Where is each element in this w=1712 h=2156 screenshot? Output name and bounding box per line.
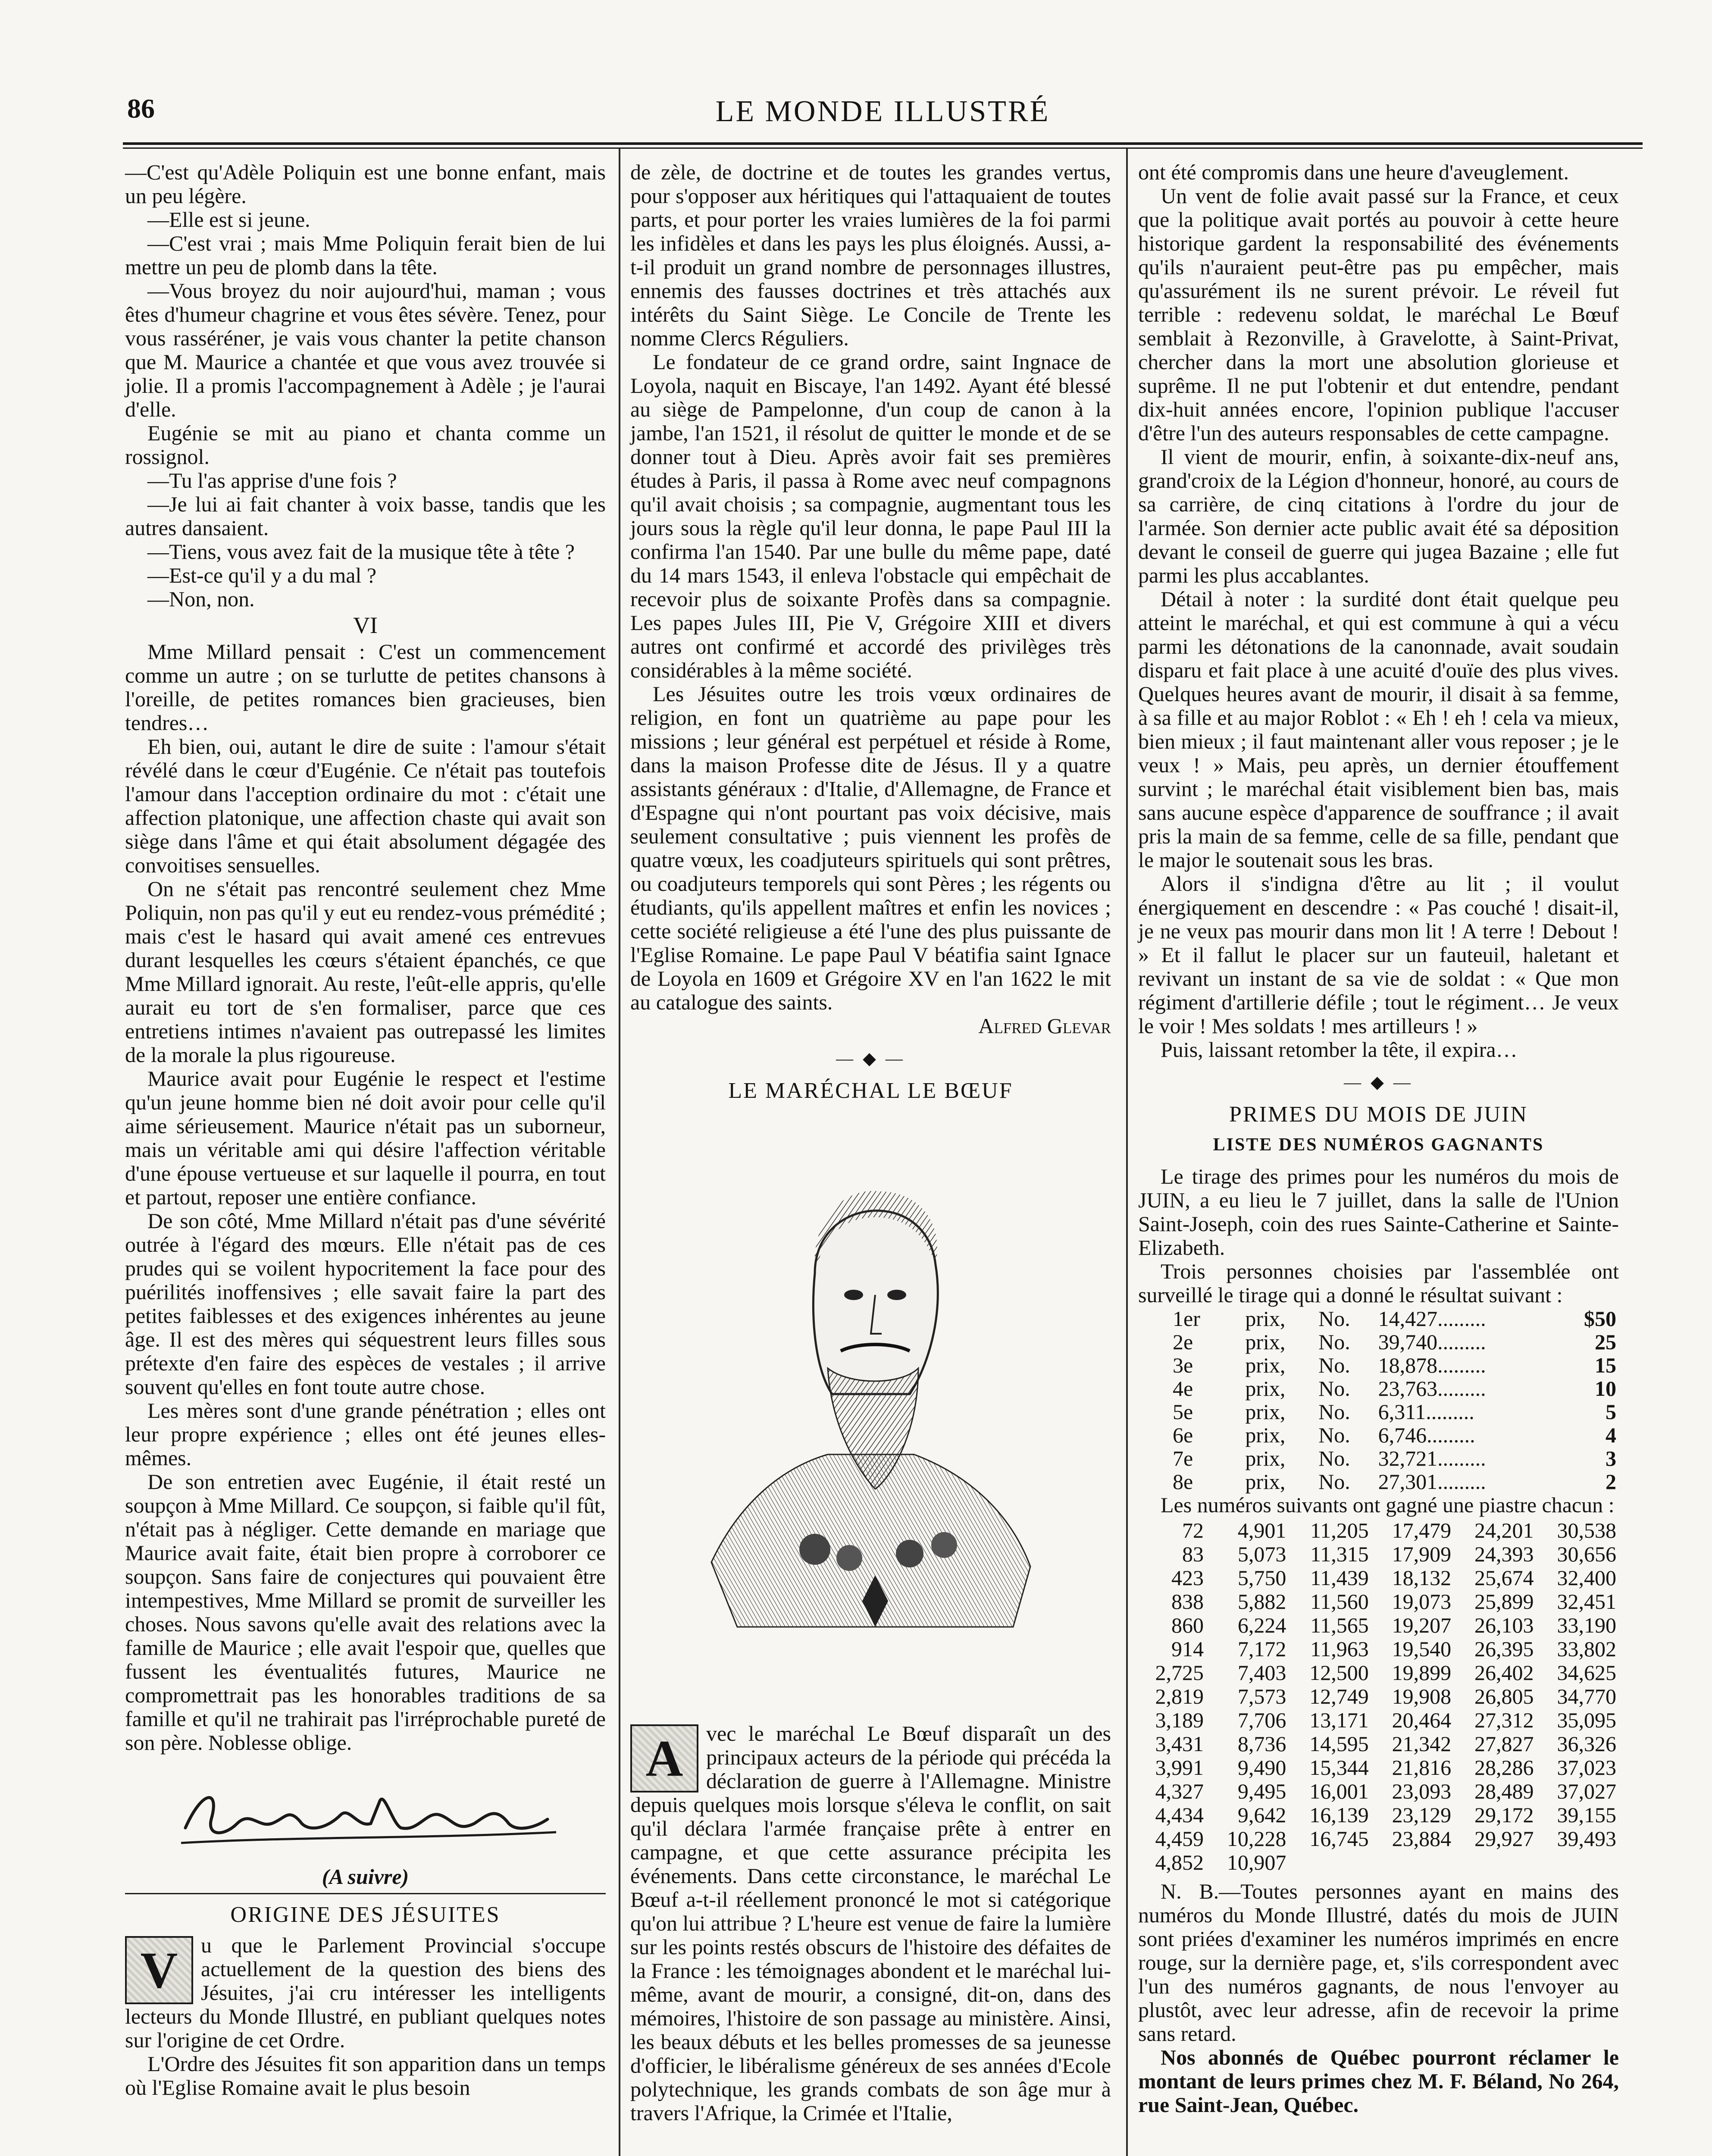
journal-title: LE MONDE ILLUSTRÉ — [715, 95, 1050, 128]
numbers-row — [1138, 1851, 1619, 1874]
numbers-row — [1138, 1780, 1619, 1803]
winning-number: 10,907 — [1227, 1850, 1286, 1874]
paragraph: Les mères sont d'une grande pénétration ; elles ont leur propre expérience ; elles ont été jeunes elles-mêmes. — [125, 1398, 606, 1470]
paragraph: —Tiens, vous avez fait de la musique tête à tête ? — [147, 539, 575, 564]
winning-number: 25,899 — [1474, 1589, 1534, 1614]
numbers-row — [1138, 1542, 1619, 1566]
winning-number: 21,342 — [1392, 1732, 1452, 1756]
paragraph: Les numéros suivants ont gagné une piastre chacun : — [1161, 1493, 1615, 1517]
winning-number: 72 — [1182, 1518, 1204, 1542]
paragraph: Maurice avait pour Eugénie le respect et l'estime qu'un jeune homme bien né doit avoir pour celle qu'il aime sérieusement. Maurice n'était pas un suborneur, mais un véritable ami qui désire l'affection véritable d'une épouse vertueuse et sur laquelle il pourra, en tout et partout, reposer une entière confiance. — [125, 1066, 606, 1209]
paragraph: Le fondateur de ce grand ordre, saint Ingnace de Loyola, naquit en Biscaye, l'an 1492. Ayant été blessé au siège de Pampelonne, d'un coup de canon à la jambe, l'an 1521, il résolut de quitter le monde et de se donner tout à Dieu. Après avoir fait ses premières études à Paris, il passa à Rome avec neuf compagnons qu'il avait choisis ; sa compagnie, augmentant tous les jours sous la règle qu'il leur donna, le pape Paul III la confirma l'an 1540. Par une bulle du même pape, daté du 14 mars 1543, il enleva l'obstacle qui empêchait de recevoir plus de soixante Profès dans sa compagnie. Les papes Jules III, Pie V, Grégoire XIII et divers autres ont confirmé et accordé des privilèges très considérables à la même société. — [630, 350, 1111, 682]
winning-number: 23,884 — [1392, 1827, 1452, 1851]
winning-number: 21,816 — [1392, 1755, 1452, 1780]
winning-number: 9,490 — [1237, 1755, 1286, 1780]
signature-drawing — [125, 1763, 606, 1862]
winning-number: 13,171 — [1309, 1708, 1369, 1732]
winning-number: 4,459 — [1155, 1827, 1204, 1851]
winning-number: 19,899 — [1392, 1661, 1452, 1685]
paragraph: Il vient de mourir, enfin, à soixante-dix-neuf ans, grand'croix de la Légion d'honneur, honoré, au cours de sa carrière, de cinq citations à l'ordre du jour de l'armée. Son dernier acte public avait été sa déposition devant le conseil de guerre qui jugea Bazaine ; elle fut parmi les plus accablantes. — [1138, 445, 1619, 587]
winning-number: 5,882 — [1237, 1589, 1286, 1614]
paragraph: —Est-ce qu'il y a du mal ? — [147, 563, 377, 587]
paragraph: Eugénie se mit au piano et chanta comme un rossignol. — [125, 421, 606, 469]
winning-number: 30,538 — [1557, 1518, 1616, 1542]
winning-number: 16,139 — [1309, 1803, 1369, 1827]
page-number: 86 — [127, 93, 155, 124]
winning-number: 3,189 — [1155, 1708, 1204, 1732]
numbers-row — [1138, 1756, 1619, 1780]
prize-no: No. — [1318, 1307, 1350, 1331]
winning-number: 914 — [1171, 1637, 1204, 1661]
paragraph: —Non, non. — [147, 587, 255, 611]
paragraph: Les Jésuites outre les trois vœux ordinaires de religion, en font un quatrième au pape pour les missions ; leur général est perpétuel et réside à Rome, dans la maison Professe dite de Jésus. Il y a quatre assistants généraux : d'Italie, d'Allemagne, de France et d'Espagne qui n'ont pourtant pas voix décisive, mais seulement consultative ; puis viennent les profès de quatre vœux, les coadjuteurs spirituels qui sont prêtres, ou coadjuteurs temporels qui sont Pères ; les régents ou étudiants, qu'ils appellent maîtres et enfin les novices ; cette société religieuse a été l'une des plus puissante de l'Eglise Romaine. Le pape Paul V béatifia saint Ignace de Loyola en 1609 et Grégoire XV en l'an 1622 le mit au catalogue des saints. — [630, 682, 1111, 1014]
prize-word: prix, — [1245, 1400, 1286, 1424]
winning-number: 11,315 — [1310, 1542, 1369, 1566]
paragraph: vec le maréchal Le Bœuf disparaît un des principaux acteurs de la période qui précéda la déclaration de guerre à l'Allemagne. Ministre depuis quelques mois lorsque s'éleva le conflit, on sait qu'il déclara l'armée française prête à entrer en campagne, et que cette assurance précipita les événements. Dans cette circonstance, le maréchal Le Bœuf a-t-il réellement prononcé le mot si catégorique qu'on lui attribue ? L'heure est venue de faire la lumière sur les points restés obscurs de l'histoire des défaites de la France : les témoignages abondent et le maréchal lui-même, avant de mourir, a consigné, dit-on, dans des mémoires, l'histoire de son passage au ministère. Ainsi, les beaux débuts et les belles promesses de sa jeunesse d'officier, le libéralisme généreux de ses années d'Ecole polytechnique, les grands combats de son âge mur à travers l'Afrique, la Crimée et l'Italie, — [630, 1721, 1111, 2125]
winning-number: 15,344 — [1309, 1755, 1369, 1780]
winning-number: 19,540 — [1392, 1637, 1452, 1661]
prize-no: No. — [1318, 1376, 1350, 1401]
winning-number: 19,073 — [1392, 1589, 1452, 1614]
winning-number: 11,560 — [1310, 1589, 1369, 1614]
winning-number: 6,224 — [1237, 1613, 1286, 1637]
prize-number: 6,746......... — [1378, 1423, 1475, 1447]
paragraph: L'Ordre des Jésuites fit son apparition dans un temps où l'Eglise Romaine avait le plus besoin — [125, 2052, 606, 2100]
winning-number: 9,642 — [1237, 1803, 1286, 1827]
column-1 — [125, 160, 606, 2100]
winning-number: 7,172 — [1237, 1637, 1286, 1661]
winning-number: 2,725 — [1155, 1661, 1204, 1685]
numbers-row — [1138, 1519, 1619, 1542]
winning-number: 35,095 — [1557, 1708, 1616, 1732]
column-divider-2 — [1126, 149, 1128, 2156]
winning-number: 33,190 — [1557, 1613, 1616, 1637]
paragraph: u que le Parlement Provincial s'occupe actuellement de la question des biens des Jésuites, j'ai cru intéresser les intelligents lecteurs du Monde Illustré, en publiant quelques notes sur l'origine de cet Ordre. — [125, 1933, 606, 2052]
winning-number: 39,155 — [1557, 1803, 1616, 1827]
prize-no: No. — [1318, 1446, 1350, 1470]
winning-number: 3,431 — [1155, 1732, 1204, 1756]
winning-number: 11,565 — [1310, 1613, 1369, 1637]
winning-number: 860 — [1171, 1613, 1204, 1637]
winning-number: 28,286 — [1474, 1755, 1534, 1780]
winning-number — [1537, 1851, 1619, 1874]
prize-amount: 10 — [1595, 1376, 1616, 1401]
paragraph: Puis, laissant retomber la tête, il expira… — [1161, 1037, 1518, 1062]
winning-number — [1454, 1851, 1536, 1874]
winning-number: 4,852 — [1155, 1850, 1204, 1874]
prize-row — [1138, 1377, 1619, 1400]
paragraph: N. B.—Toutes personnes ayant en mains des numéros du Monde Illustré, datés du mois de JUIN sont priées d'examiner les numéros imprimés en encre rouge, sur la dernière page, et, s'ils correspondent avec l'un des numéros gagnants, de nous l'envoyer au plustôt, avec leur adresse, afin de recevoir la prime sans retard. — [1138, 1879, 1619, 2046]
prize-no: No. — [1318, 1400, 1350, 1424]
winning-number: 23,129 — [1392, 1803, 1452, 1827]
winning-number: 83 — [1182, 1542, 1204, 1566]
winning-number: 4,327 — [1155, 1779, 1204, 1803]
numbers-row — [1138, 1708, 1619, 1732]
prize-row — [1138, 1330, 1619, 1354]
winning-number: 11,439 — [1310, 1566, 1369, 1590]
winning-number: 18,132 — [1392, 1566, 1452, 1590]
section-rule — [125, 1893, 606, 1894]
prize-amount: 5 — [1606, 1400, 1616, 1424]
winning-number: 23,093 — [1392, 1779, 1452, 1803]
separator-ornament: — ◆ — — [1344, 1072, 1413, 1092]
column-divider-1 — [619, 149, 620, 2156]
winning-number: 34,625 — [1557, 1661, 1616, 1685]
numbers-row — [1138, 1732, 1619, 1756]
chapter-number: VI — [353, 612, 378, 638]
header-rule — [123, 142, 1643, 145]
winning-number: 32,400 — [1557, 1566, 1616, 1590]
section-title-primes: PRIMES DU MOIS DE JUIN — [1229, 1102, 1528, 1127]
winning-number: 37,023 — [1557, 1755, 1616, 1780]
prize-number: 14,427......... — [1378, 1307, 1486, 1331]
winning-number: 16,001 — [1309, 1779, 1369, 1803]
paragraph: Nos abonnés de Québec pourront réclamer le montant de leurs primes chez M. F. Béland, No 264, rue Saint-Jean, Québec. — [1138, 2045, 1619, 2117]
winning-number: 27,312 — [1474, 1708, 1534, 1732]
numbers-row — [1138, 1803, 1619, 1827]
winning-number: 29,927 — [1474, 1827, 1534, 1851]
winning-number: 32,451 — [1557, 1589, 1616, 1614]
prize-number: 39,740......... — [1378, 1330, 1486, 1354]
prize-rank: 1er — [1173, 1307, 1200, 1331]
dropcap-a: A — [630, 1724, 698, 1792]
prize-amount: 15 — [1595, 1353, 1616, 1377]
winning-number: 19,207 — [1392, 1613, 1452, 1637]
prize-word: prix, — [1245, 1330, 1286, 1354]
winning-number: 7,706 — [1237, 1708, 1286, 1732]
winning-number: 34,770 — [1557, 1684, 1616, 1708]
prize-word: prix, — [1245, 1423, 1286, 1447]
prize-rank: 7e — [1173, 1446, 1193, 1470]
winning-number: 20,464 — [1392, 1708, 1452, 1732]
paragraph: Eh bien, oui, autant le dire de suite : l'amour s'était révélé dans le cœur d'Eugénie. Ce n'était pas toutefois l'amour dans l'acception ordinaire du mot : c'était une affection platonique, une affection chaste qui avait son siège dans l'âme et qui était absolument dégagée des convoitises sensuelles. — [125, 734, 606, 877]
winning-number: 33,802 — [1557, 1637, 1616, 1661]
numbers-row — [1138, 1637, 1619, 1661]
paragraph: —Tu l'as apprise d'une fois ? — [147, 468, 397, 492]
winning-number: 11,963 — [1310, 1637, 1369, 1661]
numbers-row — [1138, 1566, 1619, 1590]
to-be-continued: (A suivre) — [322, 1865, 409, 1889]
prize-word: prix, — [1245, 1307, 1286, 1331]
prize-number: 18,878......... — [1378, 1353, 1486, 1377]
winning-number: 10,228 — [1227, 1827, 1286, 1851]
prize-amount: 4 — [1606, 1423, 1616, 1447]
prize-rank: 8e — [1173, 1470, 1193, 1494]
winning-number: 24,393 — [1474, 1542, 1534, 1566]
section-subtitle-primes: LISTE DES NUMÉROS GAGNANTS — [1213, 1135, 1544, 1155]
winning-number: 17,909 — [1392, 1542, 1452, 1566]
winning-number: 24,201 — [1474, 1518, 1534, 1542]
prize-number: 23,763......... — [1378, 1376, 1486, 1401]
winning-number: 36,326 — [1557, 1732, 1616, 1756]
prize-number: 27,301......... — [1378, 1470, 1486, 1494]
winning-number: 12,749 — [1309, 1684, 1369, 1708]
winning-number: 4,434 — [1155, 1803, 1204, 1827]
page-header — [123, 93, 1643, 144]
paragraph: Mme Millard pensait : C'est un commencement comme un autre ; on se turlutte de petites chansons à l'oreille, de petites romances bien gracieuses, bien tendres… — [125, 639, 606, 735]
winning-number: 2,819 — [1155, 1684, 1204, 1708]
prize-number: 6,311......... — [1378, 1400, 1474, 1424]
prize-row — [1138, 1470, 1619, 1493]
prize-rank: 4e — [1173, 1376, 1193, 1401]
prize-word: prix, — [1245, 1470, 1286, 1494]
prize-row — [1138, 1307, 1619, 1330]
winning-number: 423 — [1171, 1566, 1204, 1590]
winning-number: 28,489 — [1474, 1779, 1534, 1803]
paragraph: —C'est qu'Adèle Poliquin est une bonne enfant, mais un peu légère. — [125, 160, 606, 208]
marechal-portrait-engraving — [685, 1109, 1056, 1722]
prize-amount: 25 — [1595, 1330, 1616, 1354]
prize-number: 32,721......... — [1378, 1446, 1486, 1470]
numbers-row — [1138, 1590, 1619, 1614]
numbers-row — [1138, 1614, 1619, 1637]
article-author: Alfred Glevar — [978, 1014, 1111, 1038]
winning-number: 17,479 — [1392, 1518, 1452, 1542]
prize-rank: 2e — [1173, 1330, 1193, 1354]
prize-no: No. — [1318, 1423, 1350, 1447]
numbers-row — [1138, 1685, 1619, 1708]
prize-no: No. — [1318, 1353, 1350, 1377]
prize-no: No. — [1318, 1470, 1350, 1494]
prize-row — [1138, 1447, 1619, 1470]
paragraph: ont été compromis dans une heure d'aveuglement. — [1138, 160, 1569, 184]
section-title-marechal: LE MARÉCHAL LE BŒUF — [728, 1078, 1013, 1103]
winning-number: 5,750 — [1237, 1566, 1286, 1590]
prize-word: prix, — [1245, 1446, 1286, 1470]
column-2 — [630, 160, 1111, 2125]
winning-number: 9,495 — [1237, 1779, 1286, 1803]
paragraph: Alors il s'indigna d'être au lit ; il voulut énergiquement en descendre : « Pas couché ! disait-il, je ne veux pas mourir dans mon lit ! A terre ! Debout ! » Et il fallut le placer sur un fauteuil, haletant et revivant un instant de sa vie de soldat : « Que mon régiment d'artillerie défile ; tout le régiment… Je veux le voir ! Mes soldats ! mes artilleurs ! » — [1138, 871, 1619, 1038]
paragraph: Un vent de folie avait passé sur la France, et ceux que la politique avait portés au pouvoir à cette heure historique gardent la responsabilité des événements qu'ils n'auraient peut-être pas pu empêcher, mais qu'assurément ils ne surent prévoir. Le réveil fut terrible : redevenu soldat, le maréchal Le Bœuf semblait à Rezonville, à Gravelotte, à Saint-Privat, chercher dans la mort une absolution glorieuse et suprême. Il ne put l'obtenir et dut entendre, pendant dix-huit années encore, l'opinion publique l'accuser d'être l'un des auteurs responsables de cette campagne. — [1138, 184, 1619, 445]
paragraph: Le tirage des primes pour les numéros du mois de JUIN, a eu lieu le 7 juillet, dans la salle de l'Union Saint-Joseph, coin des rues Sainte-Catherine et Sainte-Elizabeth. — [1138, 1164, 1619, 1260]
winning-number: 19,908 — [1392, 1684, 1452, 1708]
prize-amount: 3 — [1606, 1446, 1616, 1470]
winning-number: 838 — [1171, 1589, 1204, 1614]
winning-number: 8,736 — [1237, 1732, 1286, 1756]
winning-number: 11,205 — [1310, 1518, 1369, 1542]
paragraph: De son côté, Mme Millard n'était pas d'une sévérité outrée à l'égard des mœurs. Elle n'était pas de ces prudes qui se voilent hypocritement la face pour des puérilités inoffensives ; elle savait faire la part des petites faiblesses et des exigences inhérentes au jeune âge. Il est des mères qui séquestrent leurs filles sous prétexte d'en faire des espèces de vestales ; il arrive souvent qu'elles en font toute autre chose. — [125, 1209, 606, 1399]
author-signature — [125, 1763, 606, 1862]
paragraph: Détail à noter : la surdité dont était quelque peu atteint le maréchal, et qui est commune à qui a vécu parmi les détonations de la canonnade, avait soudain disparu et fait place à une acuité d'ouïe des plus vives. Quelques heures avant de mourir, il disait à sa femme, à sa fille et au major Roblot : « Eh ! eh ! cela va mieux, bien mieux ; il faut maintenant aller vous reposer ; je le veux ! » Mais, peu après, un dernier étouffement survint ; le maréchal était visiblement bien bas, mais sans aucune espèce d'apparence de souffrance ; il avait pris la main de sa femme, celle de sa fille, pendant que le major le soutenait sous les bras. — [1138, 587, 1619, 872]
winning-number: 26,805 — [1474, 1684, 1534, 1708]
paragraph: De son entretien avec Eugénie, il était resté un soupçon à Mme Millard. Ce soupçon, si faible qu'il fût, n'était pas à négliger. Cette demande en mariage que Maurice avait faite, était bien propre à corroborer ce soupçon. Sans faire de conjectures qui pouvaient être intempestives, Mme Millard se promit de surveiller les choses. Nous savons qu'elle avait des relations avec la famille de Maurice ; elle avait l'espoir que, quelles que fussent les éventualités futures, Maurice ne compromettrait pas les honorables traditions de sa famille et qu'il ne trahirait pas l'irréprochable pureté de son père. Noblesse oblige. — [125, 1470, 606, 1755]
winning-number: 3,991 — [1155, 1755, 1204, 1780]
numbers-row — [1138, 1827, 1619, 1851]
paragraph: de zèle, de doctrine et de toutes les grandes vertus, pour s'opposer aux héritiques qui l'attaquaient de toutes parts, et pour porter les vraies lumières de la foi parmi les infidèles et dans les pays les plus éloignés. Aussi, a-t-il produit un grand nombre de personnages illustres, ennemis des fausses doctrines et très attachés aux intérêts du Saint Siège. Le Concile de Trente les nomme Clercs Réguliers. — [630, 160, 1111, 350]
winning-number: 4,901 — [1237, 1518, 1286, 1542]
paragraph: On ne s'était pas rencontré seulement chez Mme Poliquin, non pas qu'il y eut eu rendez-vous prémédité ; mais c'est le hasard qui avait amené ces entrevues durant lesquelles les cœurs s'étaient épanchés, ce que Mme Millard ignorait. Au reste, l'eût-elle appris, qu'elle aurait eu tort de s'en formaliser, parce que ces entretiens intimes n'avaient pas outrepassé les limites de la morale la plus rigoureuse. — [125, 877, 606, 1067]
prize-rank: 3e — [1173, 1353, 1193, 1377]
winning-number: 7,403 — [1237, 1661, 1286, 1685]
prize-row — [1138, 1354, 1619, 1377]
winning-number: 26,103 — [1474, 1613, 1534, 1637]
section-title-jesuits: ORIGINE DES JÉSUITES — [230, 1902, 501, 1927]
winning-number: 26,402 — [1474, 1661, 1534, 1685]
prize-table — [1138, 1307, 1619, 1493]
winning-number: 37,027 — [1557, 1779, 1616, 1803]
winning-number: 7,573 — [1237, 1684, 1286, 1708]
winning-number: 30,656 — [1557, 1542, 1616, 1566]
prize-amount: $50 — [1584, 1307, 1616, 1331]
winning-number: 12,500 — [1309, 1661, 1369, 1685]
paragraph: —Je lui ai fait chanter à voix basse, tandis que les autres dansaient. — [125, 492, 606, 540]
prize-amount: 2 — [1606, 1470, 1616, 1494]
prize-rank: 6e — [1173, 1423, 1193, 1447]
winning-numbers-table — [1138, 1519, 1619, 1874]
winning-number: 14,595 — [1309, 1732, 1369, 1756]
prize-word: prix, — [1245, 1353, 1286, 1377]
paragraph: Trois personnes choisies par l'assemblée ont surveillé le tirage qui a donné le résultat suivant : — [1138, 1259, 1619, 1307]
winning-number — [1289, 1851, 1371, 1874]
column-3 — [1138, 160, 1619, 2117]
paragraph: —Vous broyez du noir aujourd'hui, maman ; vous êtes d'humeur chagrine et vous êtes sévère. Tenez, pour vous rasséréner, je vais vous chanter la petite chanson que M. Maurice a chantée et que vous avez trouvée si jolie. Il a promis l'accompagnement à Adèle ; je l'aurai d'elle. — [125, 279, 606, 421]
paragraph: —Elle est si jeune. — [147, 207, 310, 232]
winning-number: 29,172 — [1474, 1803, 1534, 1827]
header-rule-thin — [123, 147, 1643, 149]
prize-rank: 5e — [1173, 1400, 1193, 1424]
winning-number: 5,073 — [1237, 1542, 1286, 1566]
numbers-row — [1138, 1661, 1619, 1685]
winning-number: 39,493 — [1557, 1827, 1616, 1851]
winning-number: 25,674 — [1474, 1566, 1534, 1590]
prize-word: prix, — [1245, 1376, 1286, 1401]
separator-ornament: — ◆ — — [836, 1049, 905, 1068]
winning-number: 27,827 — [1474, 1732, 1534, 1756]
winning-number: 16,745 — [1309, 1827, 1369, 1851]
prize-row — [1138, 1423, 1619, 1447]
prize-row — [1138, 1400, 1619, 1423]
winning-number: 26,395 — [1474, 1637, 1534, 1661]
paragraph: —C'est vrai ; mais Mme Poliquin ferait bien de lui mettre un peu de plomb dans la tête. — [125, 231, 606, 279]
prize-no: No. — [1318, 1330, 1350, 1354]
dropcap-v: V — [125, 1936, 193, 2004]
winning-number — [1371, 1851, 1454, 1874]
